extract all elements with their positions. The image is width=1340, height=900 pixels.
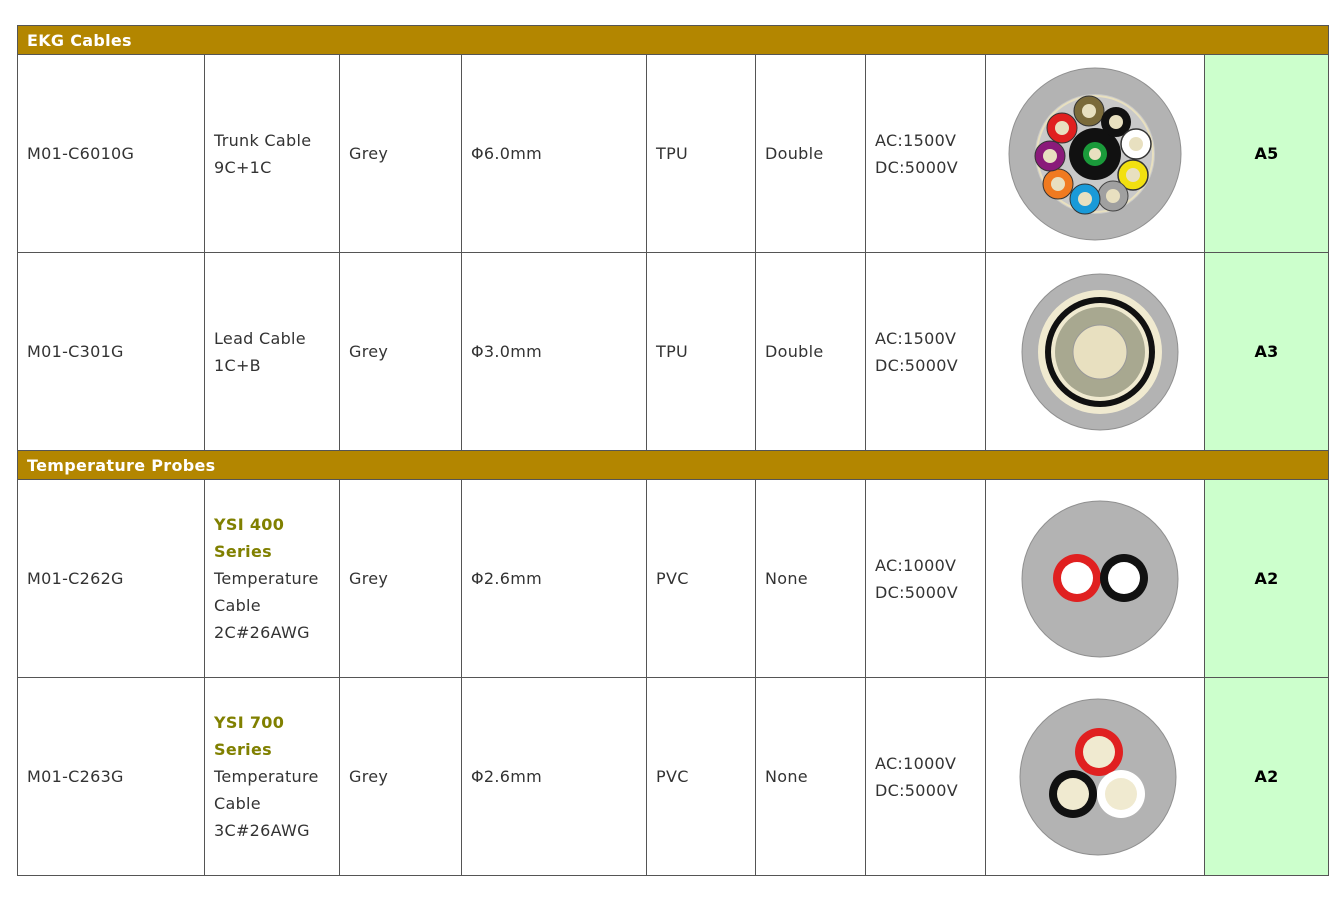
section-header-temperature-probes: [18, 451, 1329, 480]
cross-section-cell: [986, 480, 1205, 678]
2-core-cable-cross-section-icon: [995, 484, 1195, 674]
voltage-rating: [866, 55, 986, 253]
dc-voltage: DC:5000V: [875, 582, 958, 602]
table-row: [18, 678, 1329, 876]
part-number: M01-C262G: [18, 480, 205, 678]
shielding: None: [756, 678, 866, 876]
part-number: M01-C301G: [18, 253, 205, 451]
shielding: Double: [756, 253, 866, 451]
cross-section-cell: [986, 55, 1205, 253]
series-name: YSI 700 Series: [214, 713, 285, 759]
jacket-material: TPU: [647, 55, 756, 253]
voltage-rating: [866, 678, 986, 876]
outer-diameter: Φ6.0mm: [462, 55, 647, 253]
dc-voltage: DC:5000V: [875, 780, 958, 800]
jacket-material: PVC: [647, 480, 756, 678]
jacket-color: Grey: [340, 55, 462, 253]
description-line: Trunk Cable: [214, 130, 312, 150]
description-line: 2C#26AWG: [214, 623, 310, 642]
9-core-cable-cross-section-icon: [995, 59, 1195, 249]
protection-level: A2: [1205, 480, 1329, 678]
protection-level: A5: [1205, 55, 1329, 253]
section-title: Temperature Probes: [18, 451, 1329, 480]
ac-voltage: AC:1500V: [875, 130, 957, 150]
ac-voltage: AC:1000V: [875, 753, 957, 773]
dc-voltage: DC:5000V: [875, 355, 958, 375]
jacket-color: Grey: [340, 678, 462, 876]
description-line: Cable: [214, 596, 261, 615]
protection-level: A3: [1205, 253, 1329, 451]
jacket-color: Grey: [340, 253, 462, 451]
table-row: [18, 55, 1329, 253]
description-line: Cable: [214, 794, 261, 813]
part-number: M01-C263G: [18, 678, 205, 876]
jacket-material: TPU: [647, 253, 756, 451]
description: [205, 480, 340, 678]
description-line: Temperature: [214, 569, 319, 588]
section-header-ekg-cables: [18, 26, 1329, 55]
shielding: None: [756, 480, 866, 678]
voltage-rating: [866, 253, 986, 451]
description: [205, 253, 340, 451]
table-row: [18, 253, 1329, 451]
description-line: 9C+1C: [214, 157, 272, 177]
outer-diameter: Φ2.6mm: [462, 678, 647, 876]
cable-spec-table: [17, 25, 1329, 876]
ac-voltage: AC:1500V: [875, 328, 957, 348]
shielding: Double: [756, 55, 866, 253]
series-name: YSI 400 Series: [214, 515, 285, 561]
ac-voltage: AC:1000V: [875, 555, 957, 575]
section-title: EKG Cables: [18, 26, 1329, 55]
description-line: Temperature: [214, 767, 319, 786]
outer-diameter: Φ2.6mm: [462, 480, 647, 678]
description: [205, 55, 340, 253]
description-line: Lead Cable: [214, 328, 306, 348]
jacket-color: Grey: [340, 480, 462, 678]
dc-voltage: DC:5000V: [875, 157, 958, 177]
description-line: 1C+B: [214, 355, 261, 375]
part-number: M01-C6010G: [18, 55, 205, 253]
description: [205, 678, 340, 876]
description-line: 3C#26AWG: [214, 821, 310, 840]
protection-level: A2: [1205, 678, 1329, 876]
3-core-cable-cross-section-icon: [995, 682, 1195, 872]
voltage-rating: [866, 480, 986, 678]
outer-diameter: Φ3.0mm: [462, 253, 647, 451]
cross-section-cell: [986, 678, 1205, 876]
single-core-cable-cross-section-icon: [995, 257, 1195, 447]
cross-section-cell: [986, 253, 1205, 451]
jacket-material: PVC: [647, 678, 756, 876]
table-row: [18, 480, 1329, 678]
